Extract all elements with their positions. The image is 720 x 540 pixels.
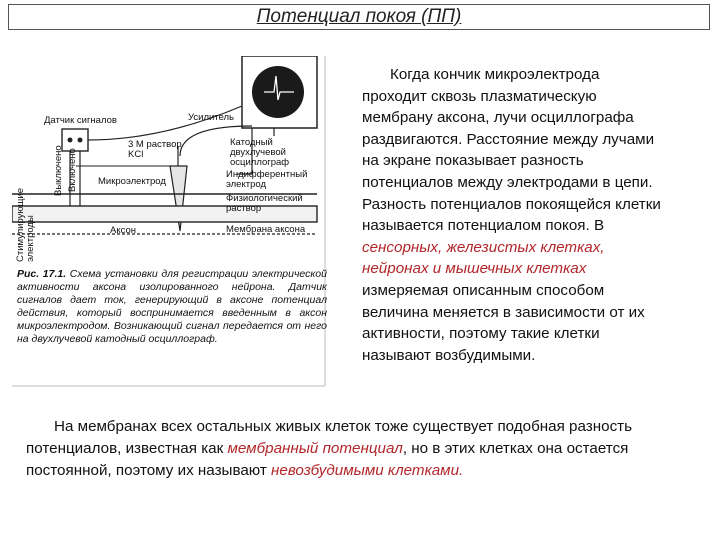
right-paragraph-part2: измеряемая описанным способом величина меняется в зависимости от их активности, поэтому такие клетки называют возбудимыми.: [362, 281, 645, 364]
label-indifferent: Индифферентный электрод: [226, 169, 308, 190]
figure-caption: [17, 268, 327, 347]
label-oscillograph: Катодный двухлучевой осциллограф: [230, 137, 290, 168]
axon-recording-figure: [12, 56, 332, 396]
bottom-paragraph-part2: , но в этих клетках она остается постоянной, поэтому их называют: [26, 440, 629, 479]
page-title: Потенциал покоя (ПП): [256, 6, 462, 27]
bottom-paragraph: [26, 416, 696, 482]
caption-text: Схема установки для регистрации электрической активности аксона изолированного нейрона. Датчик сигналов дает ток, генерирующий в аксоне потенциал действия, который воспринимается введенным в аксон микроэлектродом. Возникающий сигнал передается от него на двухлучевой катодный осциллограф.: [17, 268, 327, 346]
caption-label: Рис. 17.1.: [17, 268, 67, 280]
right-paragraph: [362, 64, 662, 366]
label-sensor: Датчик сигналов: [44, 115, 117, 126]
label-microelectrode: Микроэлектрод: [98, 176, 166, 187]
label-off: Выключено: [53, 145, 64, 196]
bottom-paragraph-part1: На мембранах всех остальных живых клеток тоже существует подобная разность потенциалов, известная как: [26, 418, 633, 457]
oscillograph-screen: [252, 66, 304, 118]
membrane-potential-highlight: мембранный потенциал: [227, 440, 403, 457]
non-excitable-highlight: невозбудимыми клетками.: [271, 462, 464, 479]
label-stim: Стимулирующие электроды: [15, 187, 36, 262]
label-solution: Физиологический раствор: [226, 193, 303, 214]
label-amplifier: Усилитель: [188, 112, 235, 123]
label-kcl: 3 М раствор KCl: [128, 139, 182, 160]
excitable-cells-highlight: сенсорных, железистых клетках, нейронах и мышечных клетках: [362, 238, 605, 278]
label-membrane: Мембрана аксона: [226, 224, 306, 235]
label-axon: Аксон: [110, 225, 136, 236]
right-paragraph-part1: Когда кончик микроэлектрода проходит сквозь плазматическую мембрану аксона, лучи осциллографа раздвигаются. Расстояние между лучами на экране показывает разность потенциалов между электродами в цепи. Разность потенциалов покоящейся клетки называется потенциалом покоя. В: [362, 66, 661, 235]
title-bar: [8, 4, 710, 30]
label-on: Включено: [67, 148, 78, 192]
